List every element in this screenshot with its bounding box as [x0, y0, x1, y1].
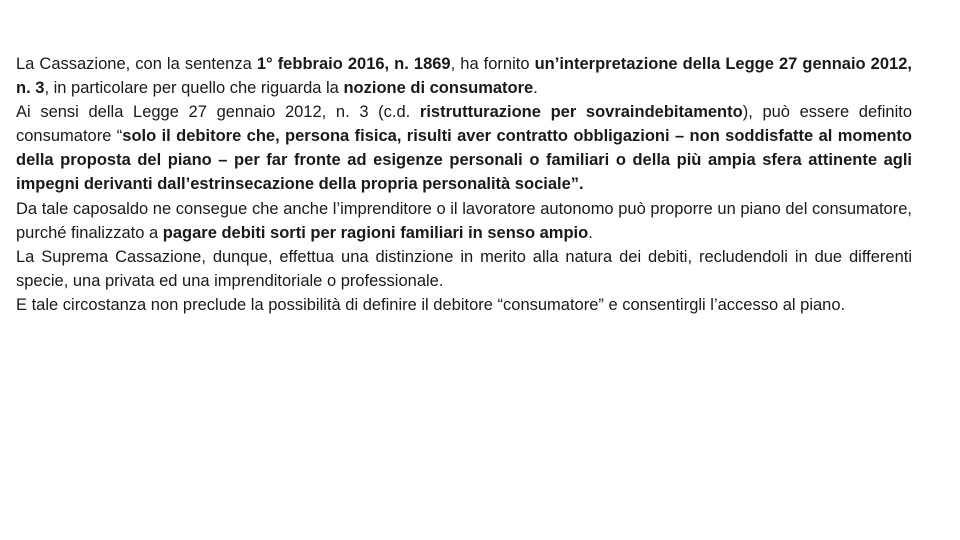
text-segment: . — [533, 79, 538, 98]
text-segment: ), può essere definito consumatore “ — [16, 103, 913, 146]
paragraph-caposaldo — [16, 197, 912, 245]
document-body — [16, 52, 912, 317]
paragraph-distinzione — [16, 245, 912, 293]
bold-segment: un’interpretazione della Legge 27 gennaio 2012, n. 3 — [16, 55, 912, 98]
text-segment: Da tale caposaldo ne consegue che anche l’imprenditore o il lavoratore autonomo può proporre un piano del consumatore, purché finalizzato a — [16, 199, 912, 242]
bold-segment: pagare debiti sorti per ragioni familiari in senso ampio — [162, 223, 589, 242]
paragraph-definizione — [16, 100, 912, 196]
text-segment: Ai sensi della Legge 27 gennaio 2012, n. 3 (c.d. — [16, 103, 420, 122]
bold-segment: nozione di consumatore — [343, 79, 534, 98]
bold-segment: 1° febbraio 2016, n. 1869 — [256, 55, 451, 73]
text-segment: E tale circostanza non preclude la possibilità di definire il debitore “consumatore” e consentirgli l’accesso al piano. — [16, 295, 846, 314]
text-segment: , in particolare per quello che riguarda la — [44, 79, 344, 98]
bold-segment: ristrutturazione per sovraindebitamento — [419, 103, 743, 122]
text-segment: . — [588, 223, 593, 242]
text-segment: La Cassazione, con la sentenza — [16, 55, 257, 73]
paragraph-circostanza — [16, 293, 912, 317]
bold-segment: solo il debitore che, persona fisica, risulti aver contratto obbligazioni – non soddisfatte al momento della proposta del piano – per far fronte ad esigenze personali o familiari o della più ampia sfera attinente agli impegni derivanti dall’estrinsecazione della propria personalità sociale”. — [16, 127, 912, 194]
text-segment: La Suprema Cassazione, dunque, effettua una distinzione in merito alla natura dei debiti, recludendoli in due differenti specie, una privata ed una imprenditoriale o professionale. — [16, 247, 912, 290]
paragraph-sentenza — [16, 52, 912, 100]
text-segment: , ha fornito — [450, 55, 535, 73]
